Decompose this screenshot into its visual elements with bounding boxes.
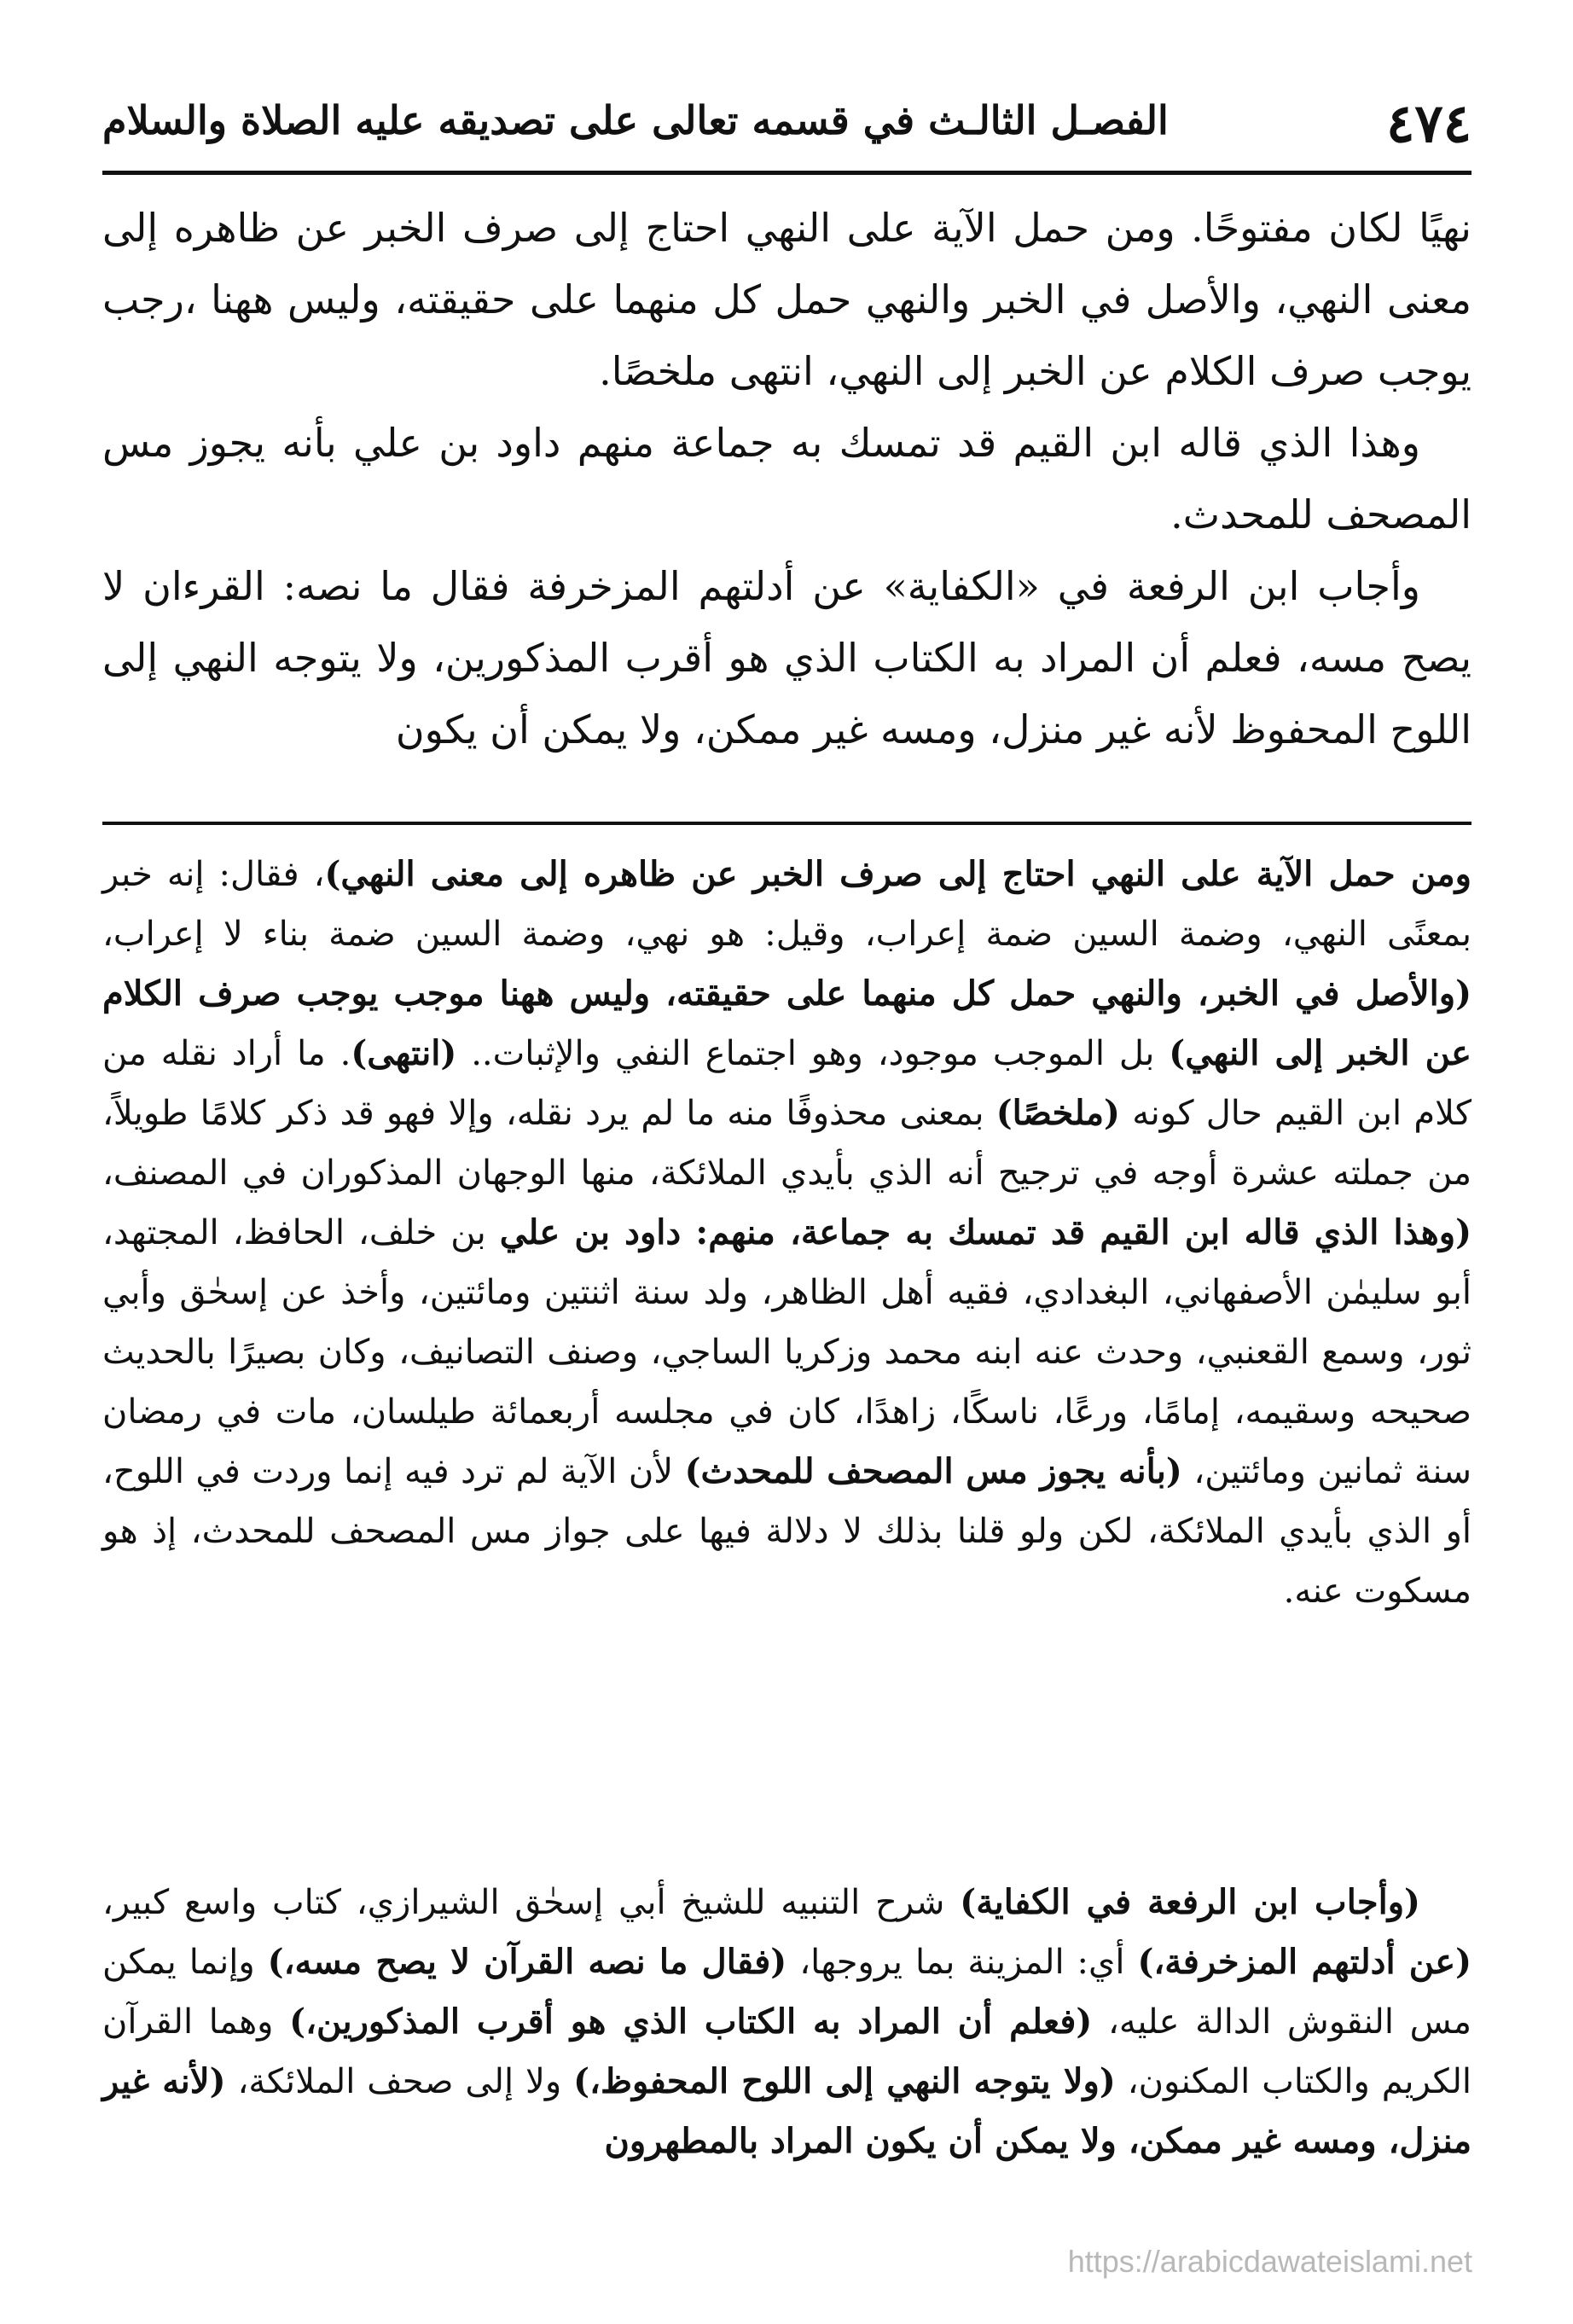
commentary-text: وإنما يمكن مس النقوش الدالة عليه، — [102, 1943, 1472, 2042]
main-paragraph: نهيًا لكان مفتوحًا. ومن حمل الآية على النهي احتاج إلى صرف الخبر عن ظاهره إلى معنى النهي، والأصل في الخبر والنهي حمل كل منهما على حقيقته، وليس ههنا ،رجب يوجب صرف الكلام عن الخبر إلى النهي، انتهى ملخصًا. — [102, 205, 1471, 394]
commentary-paragraph — [102, 845, 1471, 1621]
quoted-matn: (انتهى) — [351, 1033, 457, 1073]
quoted-matn: (وأجاب ابن الرفعة في الكفاية) — [960, 1882, 1420, 1922]
main-paragraph: وأجاب ابن الرفعة في «الكفاية» عن أدلتهم المزخرفة فقال ما نصه: القرءان لا يصح مسه، فعلم أن المراد به الكتاب الذي هو أقرب المذكورين، ولا يتوجه النهي إلى اللوح المحفوظ لأنه غير منزل، ومسه غير ممكن، ولا يمكن أن يكون — [102, 563, 1471, 752]
commentary-text: لأن الآية لم ترد فيه إنما وردت في اللوح، أو الذي بأيدي الملائكة، لكن ولو قلنا بذلك لا دلالة فيها على جواز مس المصحف للمحدث، إذ هو مسكوت عنه. — [102, 1452, 1471, 1611]
quoted-matn: (وهذا الذي قاله ابن القيم قد تمسك به جماعة، منهم: داود بن علي — [499, 1212, 1471, 1252]
commentary-divider — [102, 822, 1471, 825]
commentary-text: شرح التنبيه للشيخ أبي إسحٰق الشيرازي، كتاب واسع كبير، — [102, 1883, 945, 1922]
quoted-matn: (لأنه غير منزل، ومسه غير ممكن، ولا يمكن أن يكون المراد بالمطهرون — [102, 2061, 1471, 2161]
source-watermark: https://arabicdawateislami.net — [1067, 2244, 1472, 2279]
quoted-matn: (ولا يتوجه النهي إلى اللوح المحفوظ،) — [573, 2061, 1116, 2101]
commentary-text: بن خلف، الحافظ، المجتهد، أبو سليمٰن الأصفهاني، البغدادي، فقيه أهل الظاهر، ولد سنة اثنتين ومائتين، وأخذ عن إسحٰق وأبي ثور، وسمع القعنبي، وحدث عنه ابنه محمد وزكريا الساجي، وصنف التصانيف، وكان بصيرًا بالحديث صحيحه وسقيمه، إمامًا، ورعًا، ناسكًا، زاهدًا، كان في مجلسه أربعمائة طيلسان، مات في رمضان سنة ثمانين ومائتين، — [102, 1213, 1472, 1491]
commentary-paragraph — [102, 1873, 1471, 2171]
main-text — [102, 192, 1471, 765]
quoted-matn: (ملخصًا) — [995, 1093, 1120, 1133]
quoted-matn: (فقال ما نصه القرآن لا يصح مسه،) — [267, 1942, 787, 1982]
quoted-matn: (بأنه يجوز مس المصحف للمحدث) — [684, 1451, 1182, 1491]
commentary-text: ، فقال: إنه خبر بمعنًى النهي، وضمة السين ضمة إعراب، وقيل: هو نهي، وضمة السين ضمة بناء لا إعراب، — [102, 855, 1471, 954]
commentary-text: . ما أراد نقله من كلام ابن القيم حال كونه — [102, 1034, 1472, 1133]
page-header — [102, 85, 1471, 171]
quoted-matn: (فعلم أن المراد به الكتاب الذي هو أقرب المذكورين،) — [289, 2002, 1093, 2042]
commentary-text: بل الموجب موجود، وهو اجتماع النفي والإثبات.. — [471, 1034, 1155, 1073]
main-paragraph: وهذا الذي قاله ابن القيم قد تمسك به جماعة منهم داود بن علي بأنه يجوز مس المصحف للمحدث. — [102, 420, 1471, 537]
commentary-block — [102, 1873, 1471, 2171]
quoted-matn: (والأصل في الخبر، والنهي حمل كل منهما على حقيقته، وليس ههنا موجب يوجب صرف الكلام عن الخبر إلى النهي) — [102, 973, 1471, 1073]
header-divider — [102, 171, 1471, 175]
commentary-text: أي: المزينة بما يروجها، — [799, 1943, 1125, 1982]
commentary-text: ولا إلى صحف الملائكة، — [237, 2062, 562, 2101]
commentary-text: وهما القرآن الكريم والكتاب المكنون، — [102, 2002, 1471, 2101]
page-number: ٤٧٤ — [1386, 92, 1471, 154]
quoted-matn: (عن أدلتهم المزخرفة،) — [1137, 1942, 1472, 1982]
quoted-matn: ومن حمل الآية على النهي احتاج إلى صرف الخبر عن ظاهره إلى معنى النهي) — [324, 854, 1471, 894]
commentary-block — [102, 845, 1471, 1621]
running-title: الفصـل الثالـث في قسمه تعالى على تصديقه عليه الصلاة والسلام — [102, 97, 1169, 143]
commentary-text: بمعنى محذوفًا منه ما لم يرد نقله، وإلا فهو قد ذكر كلامًا طويلاً، من جملته عشرة أوجه في ترجيح أنه الذي بأيدي الملائكة، منها الوجهان المذكوران في المصنف، — [102, 1094, 1471, 1193]
